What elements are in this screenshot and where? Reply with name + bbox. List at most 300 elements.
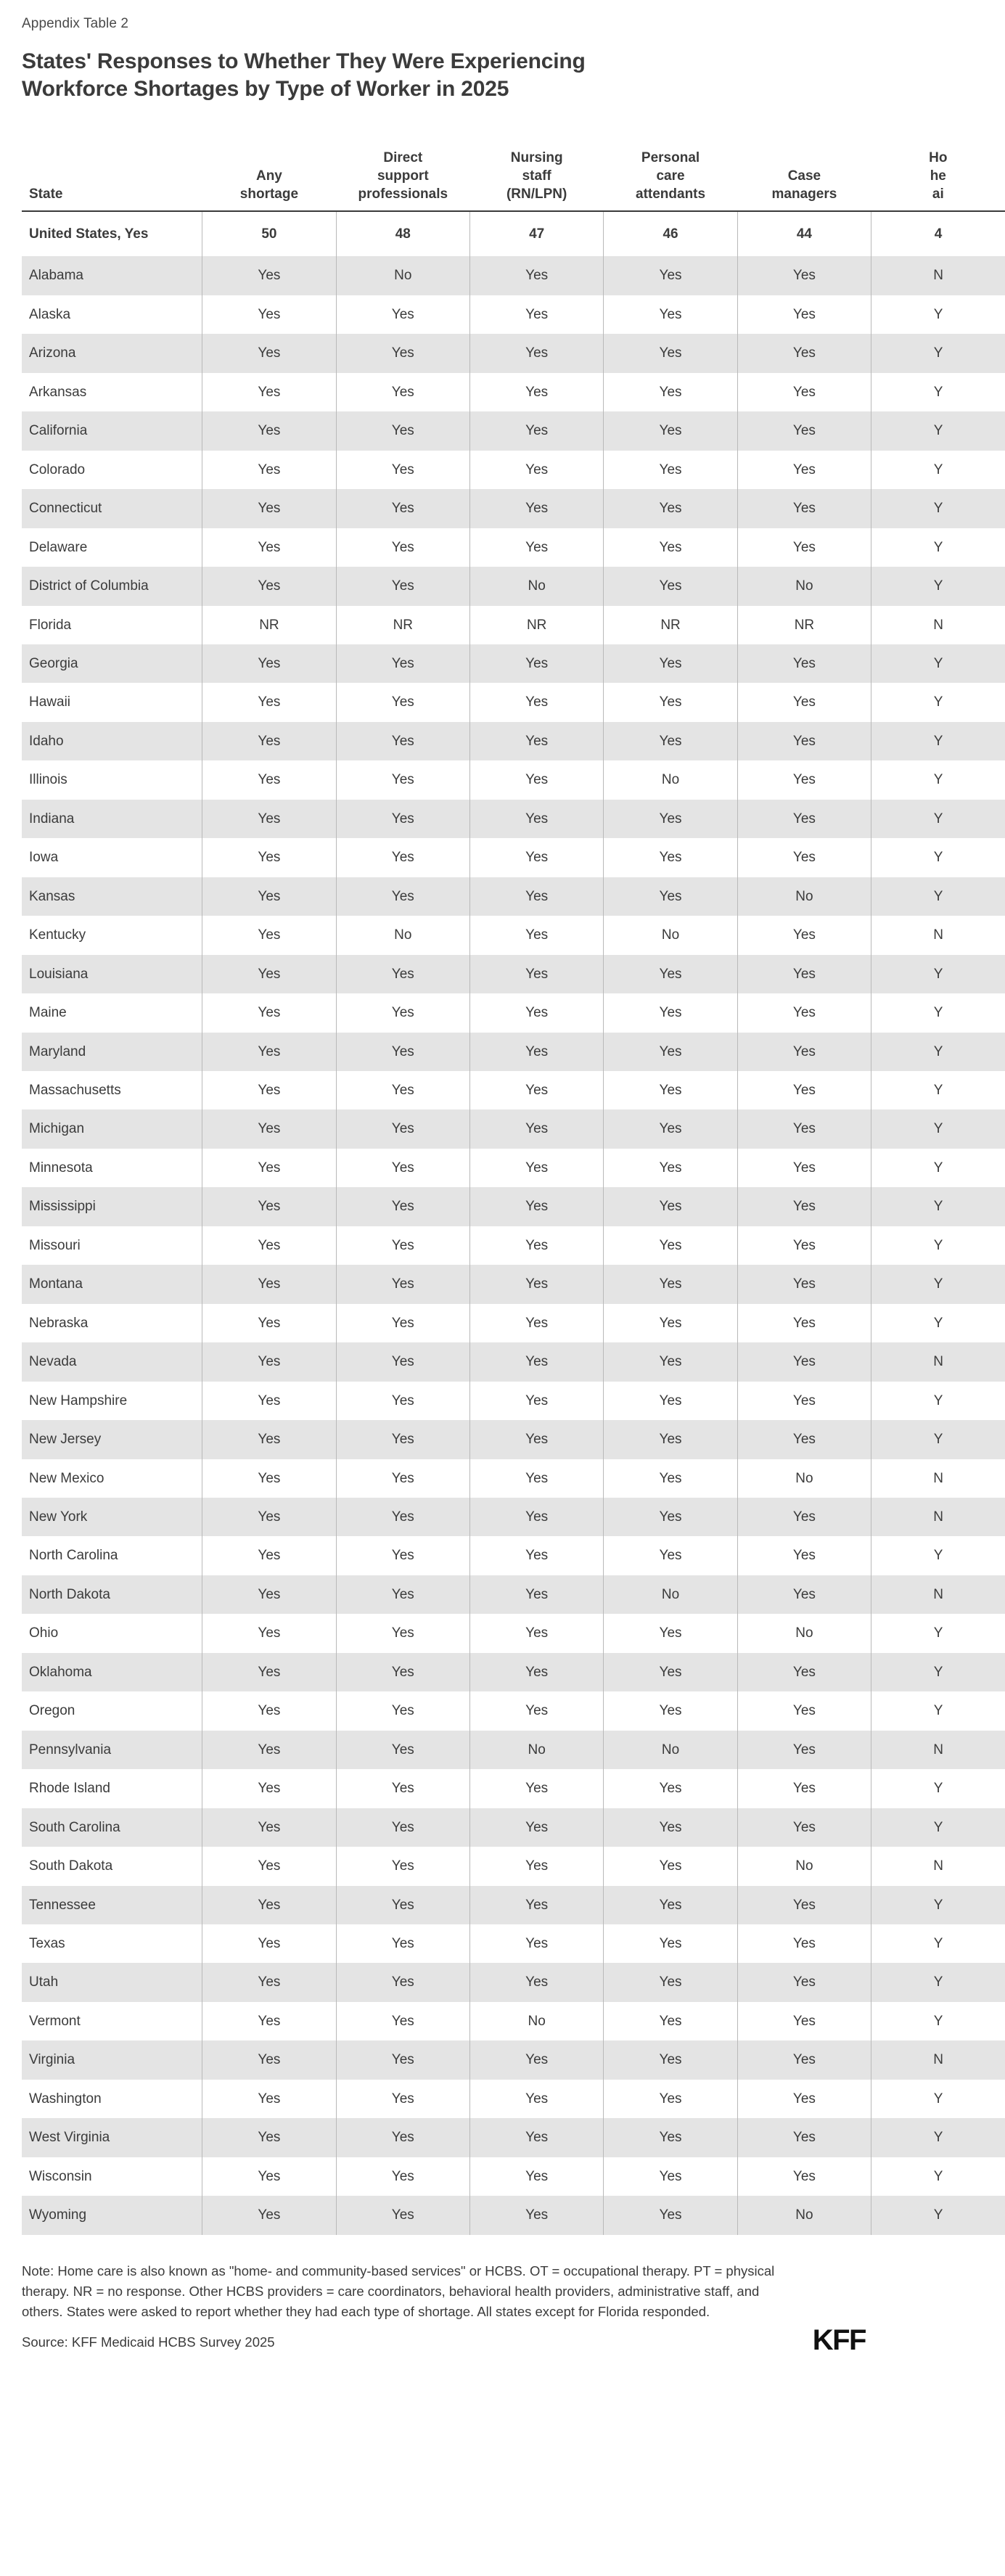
table-cell: Yes	[336, 1459, 469, 1498]
table-cell: No	[336, 256, 469, 295]
table-cell: Yes	[336, 1575, 469, 1614]
table-cell: Yes	[604, 528, 737, 567]
table-row-state: Wisconsin	[22, 2157, 202, 2196]
table-row-state: Delaware	[22, 528, 202, 567]
table-cell: Yes	[336, 644, 469, 683]
table-cell: Yes	[202, 1691, 336, 1730]
table-cell: Yes	[336, 411, 469, 450]
table-cell: N	[871, 1731, 1005, 1769]
table-cell: No	[469, 1731, 603, 1769]
table-cell: Yes	[737, 1653, 871, 1691]
table-cell: Yes	[737, 1033, 871, 1071]
table-cell: Yes	[737, 334, 871, 372]
table-row	[22, 838, 1005, 877]
table-cell: Yes	[336, 877, 469, 916]
table-row	[22, 411, 1005, 450]
table-cell: Yes	[336, 722, 469, 760]
table-cell: Y	[933, 1935, 943, 1951]
table-cell: Yes	[737, 2118, 871, 2157]
table-row	[22, 1149, 1005, 1187]
table-cell: Yes	[202, 1614, 336, 1652]
table-cell: Yes	[737, 1769, 871, 1808]
column-header-5-line-1: managers	[771, 186, 837, 202]
table-cell: Yes	[737, 683, 871, 721]
table-cell: Y	[871, 955, 1005, 993]
table-cell: Yes	[202, 2196, 336, 2234]
table-cell: Y	[933, 462, 943, 477]
column-header-4-line-0: Personal	[641, 149, 700, 165]
table-row	[22, 2196, 1005, 2234]
table-cell: Yes	[469, 1149, 603, 1187]
table-cell: Yes	[469, 373, 603, 411]
table-row-state: New Hampshire	[22, 1382, 202, 1420]
table-cell: Yes	[336, 800, 469, 838]
table-cell: N	[871, 2040, 1005, 2079]
table-row	[22, 373, 1005, 411]
table-cell: No	[737, 1847, 871, 1885]
table-row-state: Arkansas	[22, 373, 202, 411]
table-row-state: Arizona	[22, 334, 202, 372]
table-cell: Yes	[202, 838, 336, 877]
table-cell: Yes	[469, 1265, 603, 1303]
table-row	[22, 1342, 1005, 1381]
table-cell: Yes	[469, 1536, 603, 1575]
table-cell: Yes	[469, 2157, 603, 2196]
table-row	[22, 916, 1005, 954]
table-cell: N	[933, 1858, 943, 1874]
table-cell: Yes	[469, 1847, 603, 1885]
table-cell: Yes	[604, 256, 737, 295]
table-cell: Yes	[469, 1187, 603, 1226]
table-cell: Yes	[202, 1731, 336, 1769]
table-cell: Yes	[604, 1109, 737, 1148]
table-cell: Y	[933, 1237, 943, 1253]
table-cell: Yes	[604, 1033, 737, 1071]
table-cell: N	[871, 1342, 1005, 1381]
table-cell: Yes	[469, 1691, 603, 1730]
table-cell: Yes	[202, 295, 336, 334]
table-cell: Yes	[336, 683, 469, 721]
table-cell: Yes	[202, 2080, 336, 2118]
table-cell: Yes	[737, 451, 871, 489]
workforce-shortage-table	[22, 149, 1005, 2235]
total-row-cell-4: 44	[737, 211, 871, 256]
table-cell: Yes	[469, 2118, 603, 2157]
table-cell: Yes	[737, 1691, 871, 1730]
table-cell: Yes	[604, 1808, 737, 1847]
table-row	[22, 683, 1005, 721]
table-cell: Yes	[336, 528, 469, 567]
table-cell: Yes	[469, 1304, 603, 1342]
table-cell: No	[604, 760, 737, 799]
column-header-3-line-0: Nursing	[510, 149, 563, 165]
table-cell: Yes	[604, 1614, 737, 1652]
table-row-state: Washington	[22, 2080, 202, 2118]
table-cell: Yes	[737, 295, 871, 334]
column-header-3-line-2: (RN/LPN)	[506, 186, 567, 202]
column-header-1	[202, 149, 336, 211]
table-cell: Yes	[202, 256, 336, 295]
table-cell: NR	[202, 606, 336, 644]
total-row-cell-1: 48	[336, 211, 469, 256]
table-row-state: Maine	[22, 993, 202, 1032]
column-header-6	[871, 149, 1005, 211]
table-cell: Yes	[336, 1498, 469, 1536]
table-cell: Yes	[202, 1226, 336, 1265]
table-cell: Y	[871, 1963, 1005, 2001]
table-cell: Yes	[202, 993, 336, 1032]
table-cell: Y	[871, 2196, 1005, 2234]
table-cell: Y	[871, 567, 1005, 605]
table-cell: N	[871, 256, 1005, 295]
table-cell: No	[336, 916, 469, 954]
table-row	[22, 1847, 1005, 1885]
table-row-state: Hawaii	[22, 683, 202, 721]
page-title-line-1: States' Responses to Whether They Were Experiencing	[22, 49, 586, 73]
column-header-4-line-1: care	[656, 168, 685, 184]
table-row	[22, 567, 1005, 605]
table-cell: Yes	[202, 411, 336, 450]
table-row-state: Indiana	[22, 800, 202, 838]
table-row	[22, 1653, 1005, 1691]
table-row-state: Illinois	[22, 760, 202, 799]
table-cell: Yes	[604, 800, 737, 838]
table-cell: Yes	[336, 1808, 469, 1847]
table-row-state: California	[22, 411, 202, 450]
table-row-state: Mississippi	[22, 1187, 202, 1226]
table-row-total	[22, 211, 1005, 256]
table-cell: Yes	[469, 1769, 603, 1808]
table-row-state: Oregon	[22, 1691, 202, 1730]
table-cell: Y	[871, 1187, 1005, 1226]
table-body	[22, 211, 1005, 2235]
table-cell: Yes	[202, 800, 336, 838]
table-cell: Yes	[336, 993, 469, 1032]
table-cell: Yes	[469, 1071, 603, 1109]
table-row	[22, 1614, 1005, 1652]
table-cell: Yes	[604, 2118, 737, 2157]
table-row-state: New Jersey	[22, 1420, 202, 1459]
table-row	[22, 1420, 1005, 1459]
table-row-state: Tennessee	[22, 1886, 202, 1924]
table-cell: Y	[933, 1160, 943, 1176]
table-cell: Yes	[202, 1459, 336, 1498]
table-cell: Y	[933, 2013, 943, 2029]
table-cell: Yes	[202, 877, 336, 916]
table-row	[22, 451, 1005, 489]
table-cell: Yes	[202, 1886, 336, 1924]
table-row	[22, 1033, 1005, 1071]
table-cell: Yes	[469, 644, 603, 683]
table-row	[22, 722, 1005, 760]
table-row-state: Rhode Island	[22, 1769, 202, 1808]
table-cell: Yes	[737, 1109, 871, 1148]
table-cell: Yes	[469, 1382, 603, 1420]
table-cell: Yes	[202, 1149, 336, 1187]
table-cell: Yes	[469, 295, 603, 334]
table-cell: Y	[933, 1315, 943, 1331]
table-row-state: Iowa	[22, 838, 202, 877]
table-cell: Yes	[737, 1575, 871, 1614]
table-cell: Yes	[604, 1924, 737, 1963]
total-row-cell-2: 47	[469, 211, 603, 256]
table-cell: Yes	[604, 1847, 737, 1885]
table-cell: Yes	[604, 1149, 737, 1187]
table-cell: Yes	[202, 528, 336, 567]
table-cell: Yes	[202, 683, 336, 721]
table-row-state: Wyoming	[22, 2196, 202, 2234]
table-row	[22, 334, 1005, 372]
table-cell: Yes	[604, 1498, 737, 1536]
table-row-state: Maryland	[22, 1033, 202, 1071]
table-row-state: District of Columbia	[22, 567, 202, 605]
table-cell: NR	[737, 606, 871, 644]
table-row-state: Alaska	[22, 295, 202, 334]
table-cell: Yes	[469, 1226, 603, 1265]
table-cell: Y	[871, 1653, 1005, 1691]
column-header-5	[737, 149, 871, 211]
column-header-1-line-0: Any	[255, 168, 282, 184]
column-header-3	[469, 149, 603, 211]
table-cell: Yes	[604, 644, 737, 683]
table-cell: Yes	[604, 722, 737, 760]
table-cell: Y	[871, 1886, 1005, 1924]
table-cell: Yes	[202, 1109, 336, 1148]
table-cell: Yes	[202, 1071, 336, 1109]
table-header-row	[22, 149, 1005, 211]
table-cell: Y	[933, 694, 943, 710]
table-cell: Yes	[202, 2157, 336, 2196]
appendix-table-label: Appendix Table 2	[22, 16, 129, 31]
table-cell: Yes	[737, 2157, 871, 2196]
table-cell: Yes	[737, 1265, 871, 1303]
table-cell: Yes	[336, 1886, 469, 1924]
table-row	[22, 1731, 1005, 1769]
table-row	[22, 1536, 1005, 1575]
column-header-2-line-2: professionals	[358, 186, 448, 202]
table-cell: Y	[933, 1548, 943, 1564]
table-cell: Yes	[336, 1382, 469, 1420]
table-cell: Yes	[604, 1536, 737, 1575]
table-row-state: Georgia	[22, 644, 202, 683]
table-cell: Y	[871, 1808, 1005, 1847]
table-cell: Yes	[604, 451, 737, 489]
table-cell: Y	[871, 1109, 1005, 1148]
table-cell: Yes	[469, 256, 603, 295]
table-cell: No	[604, 916, 737, 954]
table-cell: Yes	[737, 528, 871, 567]
table-cell: Yes	[737, 411, 871, 450]
table-cell: Yes	[336, 1614, 469, 1652]
table-cell: Yes	[336, 489, 469, 528]
table-row	[22, 800, 1005, 838]
table-cell: Yes	[202, 1187, 336, 1226]
table-cell: Yes	[202, 1653, 336, 1691]
table-cell: Yes	[737, 1149, 871, 1187]
table-row	[22, 1459, 1005, 1498]
page-title	[22, 48, 864, 104]
table-cell: Yes	[469, 838, 603, 877]
page-title-line-2: Workforce Shortages by Type of Worker in 2025	[22, 77, 509, 102]
column-header-2	[336, 149, 469, 211]
table-cell: Yes	[202, 334, 336, 372]
table-row	[22, 295, 1005, 334]
table-row-state: Massachusetts	[22, 1071, 202, 1109]
table-cell: Yes	[202, 373, 336, 411]
table-cell: Yes	[469, 1808, 603, 1847]
table-cell: Yes	[469, 1653, 603, 1691]
table-cell: Yes	[737, 1226, 871, 1265]
table-cell: Y	[933, 1781, 943, 1797]
table-cell: Yes	[737, 1498, 871, 1536]
table-cell: Yes	[604, 334, 737, 372]
table-row-state: North Carolina	[22, 1536, 202, 1575]
table-cell: Yes	[336, 2196, 469, 2234]
table-row	[22, 644, 1005, 683]
table-cell: Yes	[737, 722, 871, 760]
table-cell: Yes	[202, 489, 336, 528]
table-cell: Y	[871, 1033, 1005, 1071]
table-cell: Y	[933, 306, 943, 322]
table-cell: Yes	[336, 1149, 469, 1187]
column-header-2-line-0: Direct	[383, 149, 423, 165]
table-cell: Yes	[469, 1459, 603, 1498]
table-cell: Yes	[604, 1769, 737, 1808]
table-cell: Y	[933, 2168, 943, 2184]
table-cell: NR	[336, 606, 469, 644]
footnote-note: Note: Home care is also known as "home- and community-based services" or HCBS. OT = occupational therapy. PT = physical therapy. NR = no response. Other HCBS providers = care coordinators, behavioral health providers, administrative staff, and others. States were asked to report whether they had each type of shortage. All states except for Florida responded.	[22, 2263, 775, 2319]
table-cell: Yes	[336, 1342, 469, 1381]
table-cell: Yes	[336, 2080, 469, 2118]
table-row	[22, 1187, 1005, 1226]
table-cell: Yes	[202, 1847, 336, 1885]
kff-logo: KFF	[812, 2323, 866, 2356]
table-cell: Yes	[202, 760, 336, 799]
table-cell: Yes	[737, 838, 871, 877]
table-cell: Yes	[336, 2157, 469, 2196]
table-cell: Yes	[604, 373, 737, 411]
table-row	[22, 877, 1005, 916]
table-cell: Yes	[737, 1536, 871, 1575]
footer	[22, 2261, 866, 2356]
column-header-0-line-0: State	[29, 186, 63, 202]
table-cell: Yes	[469, 1420, 603, 1459]
table-cell: Yes	[202, 916, 336, 954]
table-row-state: North Dakota	[22, 1575, 202, 1614]
table-cell: Yes	[469, 1342, 603, 1381]
table-row	[22, 955, 1005, 993]
table-cell: Yes	[737, 1187, 871, 1226]
table-cell: Yes	[469, 1575, 603, 1614]
table-cell: Yes	[604, 838, 737, 877]
table-cell: Yes	[469, 2040, 603, 2079]
table-cell: No	[737, 567, 871, 605]
table-cell: Yes	[202, 2002, 336, 2040]
table-cell: Yes	[336, 373, 469, 411]
table-row	[22, 1382, 1005, 1420]
table-row-state: Vermont	[22, 2002, 202, 2040]
table-cell: Yes	[469, 877, 603, 916]
table-cell: Yes	[604, 1691, 737, 1730]
table-cell: Yes	[604, 1304, 737, 1342]
table-cell: Yes	[469, 489, 603, 528]
table-cell: Yes	[737, 760, 871, 799]
table-cell: Yes	[737, 489, 871, 528]
table-row-state: Connecticut	[22, 489, 202, 528]
column-header-4	[604, 149, 737, 211]
table-cell: Y	[933, 1005, 943, 1021]
table-row-state: West Virginia	[22, 2118, 202, 2157]
total-row-cell-3: 46	[604, 211, 737, 256]
table-cell: Y	[871, 1265, 1005, 1303]
table-row-state: Nevada	[22, 1342, 202, 1381]
total-row-label: United States, Yes	[22, 211, 202, 256]
table-cell: Yes	[469, 1886, 603, 1924]
table-cell: Yes	[604, 1963, 737, 2001]
table-cell: Yes	[604, 2002, 737, 2040]
table-row	[22, 1071, 1005, 1109]
table-cell: Yes	[604, 993, 737, 1032]
table-cell: Yes	[202, 1769, 336, 1808]
table-cell: Yes	[336, 1691, 469, 1730]
total-row-cell-0: 50	[202, 211, 336, 256]
table-cell: Yes	[469, 411, 603, 450]
table-cell: N	[871, 1498, 1005, 1536]
table-row	[22, 1769, 1005, 1808]
table-row-state: Ohio	[22, 1614, 202, 1652]
table-row-state: Kansas	[22, 877, 202, 916]
table-cell: No	[469, 567, 603, 605]
table-row-state: Michigan	[22, 1109, 202, 1148]
table-cell: Yes	[336, 334, 469, 372]
table-row	[22, 1304, 1005, 1342]
table-cell: Yes	[604, 2040, 737, 2079]
table-row	[22, 2157, 1005, 2196]
table-cell: Y	[871, 411, 1005, 450]
table-cell: Yes	[604, 411, 737, 450]
table-cell: Yes	[469, 683, 603, 721]
table-row	[22, 528, 1005, 567]
table-cell: Yes	[604, 2080, 737, 2118]
table-cell: Yes	[737, 2080, 871, 2118]
table-row-state: Pennsylvania	[22, 1731, 202, 1769]
table-cell: Yes	[202, 1382, 336, 1420]
table-cell: Yes	[336, 760, 469, 799]
table-cell: Yes	[336, 1265, 469, 1303]
column-header-6-line-2: ai	[932, 186, 944, 202]
table-cell: Yes	[336, 1420, 469, 1459]
table-cell: Yes	[469, 1614, 603, 1652]
table-cell: Yes	[336, 1924, 469, 1963]
column-header-6-line-0: Ho	[929, 149, 948, 165]
table-cell: Yes	[336, 838, 469, 877]
table-cell: Yes	[737, 955, 871, 993]
table-row-state: Nebraska	[22, 1304, 202, 1342]
table-row	[22, 993, 1005, 1032]
table-row	[22, 1498, 1005, 1536]
table-row	[22, 1575, 1005, 1614]
table-cell: Yes	[469, 2196, 603, 2234]
table-cell: Yes	[202, 2040, 336, 2079]
footnote-source: Source: KFF Medicaid HCBS Survey 2025	[22, 2334, 275, 2350]
table-row	[22, 2002, 1005, 2040]
table-cell: Yes	[469, 1033, 603, 1071]
table-row-state: Missouri	[22, 1226, 202, 1265]
table-cell: Yes	[336, 1226, 469, 1265]
table-row	[22, 2118, 1005, 2157]
table-row-state: Idaho	[22, 722, 202, 760]
table-cell: Yes	[202, 1304, 336, 1342]
